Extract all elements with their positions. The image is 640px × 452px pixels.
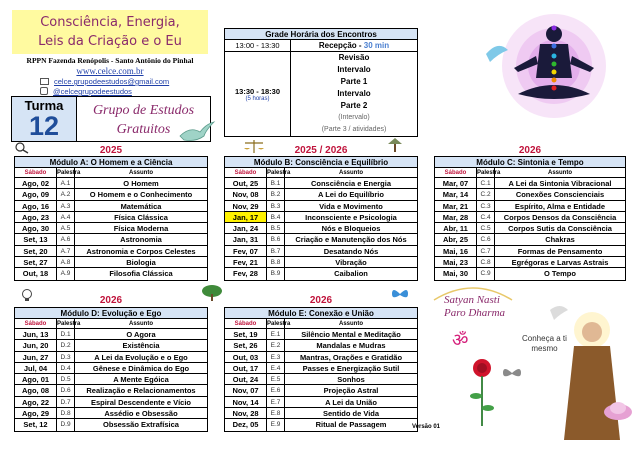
table-row xyxy=(225,385,417,396)
lecture-code: D.1 xyxy=(57,329,75,339)
svg-text:ॐ: ॐ xyxy=(452,330,469,351)
lecture-date: Mai, 30 xyxy=(435,268,477,279)
module-a-table xyxy=(14,156,208,281)
year-label-a: 2025 xyxy=(99,145,123,156)
lecture-topic: Formas de Pensamento xyxy=(517,246,603,256)
lecture-date: Nov, 14 xyxy=(225,397,267,407)
activity-item: Intervalo xyxy=(337,89,371,98)
turma-number: 12 xyxy=(28,111,60,141)
lecture-code: C.6 xyxy=(477,234,495,244)
lecture-code: A.7 xyxy=(57,246,75,256)
lecture-code: E.6 xyxy=(267,385,285,395)
table-row xyxy=(225,363,417,374)
lecture-code: C.9 xyxy=(477,268,495,279)
table-row xyxy=(15,223,207,234)
activity-item: Parte 1 xyxy=(340,77,368,86)
year-label-e: 2026 xyxy=(309,295,333,306)
turma-label: Turma xyxy=(24,98,64,113)
slot2-time-cell xyxy=(225,52,291,136)
lecture-code: B.2 xyxy=(267,189,285,199)
lecture-date: Ago, 22 xyxy=(15,397,57,407)
table-row xyxy=(435,212,625,223)
lecture-topic: Mantras, Orações e Gratidão xyxy=(299,352,403,362)
lecture-code: C.8 xyxy=(477,257,495,267)
column-date-header: Sábado xyxy=(225,168,267,177)
table-row xyxy=(225,397,417,408)
lecture-topic: Assédio e Obsessão xyxy=(104,409,178,419)
column-code-header: Palestra xyxy=(267,321,291,327)
table-row xyxy=(225,352,417,363)
lecture-topic: A Mente Egóica xyxy=(113,375,169,385)
meditation-mandala-icon xyxy=(478,6,628,144)
column-code-header: Palestra xyxy=(477,170,501,176)
lecture-date: Out, 24 xyxy=(225,374,267,384)
lecture-date: Mar, 21 xyxy=(435,201,477,211)
website-link[interactable]: www.celce.com.br xyxy=(76,66,144,76)
column-date-header: Sábado xyxy=(15,319,57,328)
table-row xyxy=(225,201,417,212)
table-row xyxy=(15,419,207,430)
lecture-date: Jan, 31 xyxy=(225,234,267,244)
lecture-date: Jun, 20 xyxy=(15,340,57,350)
column-date-header: Sábado xyxy=(15,168,57,177)
lecture-topic: O Tempo xyxy=(544,269,576,279)
table-row xyxy=(15,212,207,223)
year-label-c: 2026 xyxy=(518,145,542,156)
lecture-date: Mai, 16 xyxy=(435,246,477,256)
light-bulb-icon xyxy=(20,288,34,302)
table-row xyxy=(225,268,417,279)
slot2-duration: (5 horas) xyxy=(245,95,270,102)
quote-line-2: mesmo xyxy=(531,344,558,353)
slot1-duration: 30 min xyxy=(363,41,390,50)
column-topic-header: Assunto xyxy=(129,321,153,327)
lecture-code: A.3 xyxy=(57,201,75,211)
lecture-code: B.5 xyxy=(267,223,285,233)
lecture-topic: Física Moderna xyxy=(113,224,169,234)
table-row xyxy=(225,212,417,223)
table-row xyxy=(225,340,417,351)
lecture-code: D.4 xyxy=(57,363,75,373)
slot2-activities xyxy=(291,52,417,136)
year-label-d: 2026 xyxy=(99,295,123,306)
table-row xyxy=(225,408,417,419)
lecture-topic: Egrégoras e Larvas Astrais xyxy=(511,258,609,268)
lecture-code: E.4 xyxy=(267,363,285,373)
instagram-text: @celcegrupodeestudos xyxy=(53,87,132,96)
activity-item: Parte 2 xyxy=(340,101,368,110)
lecture-topic: Astronomia xyxy=(120,235,162,245)
lecture-topic: Obsessão Extrafísica xyxy=(103,420,179,430)
lecture-code: D.9 xyxy=(57,419,75,430)
table-row xyxy=(435,201,625,212)
table-row xyxy=(225,329,417,340)
table-row xyxy=(435,257,625,268)
lecture-code: A.8 xyxy=(57,257,75,267)
lecture-date: Jan, 17 xyxy=(225,212,267,222)
lecture-topic: Matemática xyxy=(120,201,162,211)
lecture-date: Fev, 28 xyxy=(225,268,267,279)
lecture-date: Ago, 30 xyxy=(15,223,57,233)
lecture-topic: Projeção Astral xyxy=(323,386,379,396)
table-row xyxy=(435,246,625,257)
lecture-topic: A Lei da Evolução e o Ego xyxy=(94,352,188,362)
lecture-date: Mar, 07 xyxy=(435,178,477,188)
lecture-topic: Sentido de Vida xyxy=(322,409,380,419)
table-row xyxy=(15,201,207,212)
lecture-date: Out, 17 xyxy=(225,363,267,373)
lecture-topic: Silêncio Mental e Meditação xyxy=(301,330,401,339)
column-code-header: Palestra xyxy=(57,170,81,176)
lecture-code: D.7 xyxy=(57,397,75,407)
lecture-topic: Espiral Descendente e Vício xyxy=(90,397,192,407)
lecture-topic: O Homem xyxy=(123,179,159,188)
lecture-date: Jun, 27 xyxy=(15,352,57,362)
lecture-code: E.5 xyxy=(267,374,285,384)
lecture-topic: Inconsciente e Psicologia xyxy=(305,212,397,222)
lecture-topic: Realização e Relacionamentos xyxy=(86,386,196,396)
column-header-row xyxy=(15,168,207,178)
year-label-b: 2025 / 2026 xyxy=(294,145,348,156)
lecture-code: B.1 xyxy=(267,178,285,188)
lecture-date: Ago, 09 xyxy=(15,189,57,199)
lecture-code: A.9 xyxy=(57,268,75,279)
table-row xyxy=(15,363,207,374)
lecture-date: Set, 20 xyxy=(15,246,57,256)
lecture-date: Abr, 25 xyxy=(435,234,477,244)
module-c-title: Módulo C: Sintonia e Tempo xyxy=(435,157,625,168)
lecture-topic: Física Clássica xyxy=(114,212,168,222)
lecture-code: A.1 xyxy=(57,178,75,188)
column-date-header: Sábado xyxy=(225,319,267,328)
lecture-topic: O Agora xyxy=(126,330,156,339)
lecture-topic: Desatando Nós xyxy=(323,246,379,256)
column-header-row xyxy=(15,319,207,329)
lecture-date: Set, 19 xyxy=(225,329,267,339)
lecture-date: Nov, 08 xyxy=(225,189,267,199)
lecture-code: D.3 xyxy=(57,352,75,362)
module-b-title: Módulo B: Consciência e Equilíbrio xyxy=(225,157,417,168)
lecture-date: Ago, 02 xyxy=(15,178,57,188)
column-header-row xyxy=(435,168,625,178)
lecture-topic: A Lei da União xyxy=(325,397,377,407)
module-e-title: Módulo E: Conexão e União xyxy=(225,308,417,319)
mail-icon xyxy=(40,78,49,85)
lecture-date: Out, 18 xyxy=(15,268,57,279)
schedule-row-reception xyxy=(225,40,417,52)
lecture-code: E.9 xyxy=(267,419,285,430)
lecture-code: D.8 xyxy=(57,408,75,418)
lecture-topic: Filosofia Clássica xyxy=(109,269,173,279)
lecture-code: C.1 xyxy=(477,178,495,188)
email-text: celce.grupodeestudos@gmail.com xyxy=(54,77,170,86)
version-label: Versão 01 xyxy=(412,424,441,430)
table-row xyxy=(15,397,207,408)
table-row xyxy=(15,374,207,385)
lecture-topic: O Homem e o Conhecimento xyxy=(89,190,193,200)
lecture-topic: Consciência e Energia xyxy=(310,179,392,188)
lecture-code: E.7 xyxy=(267,397,285,407)
module-c-table xyxy=(434,156,626,281)
lecture-code: C.2 xyxy=(477,189,495,199)
lecture-date: Mar, 14 xyxy=(435,189,477,199)
lecture-date: Ago, 23 xyxy=(15,212,57,222)
butterfly-small-icon xyxy=(500,364,524,382)
lecture-topic: Existência xyxy=(122,341,160,351)
lecture-topic: Chakras xyxy=(545,235,575,245)
column-topic-header: Assunto xyxy=(548,170,572,176)
module-b-table xyxy=(224,156,418,281)
lecture-code: E.8 xyxy=(267,408,285,418)
column-topic-header: Assunto xyxy=(339,321,363,327)
lecture-topic: Espírito, Alma e Entidade xyxy=(514,201,606,211)
activity-item: (Parte 3 / atividades) xyxy=(321,126,387,133)
lecture-code: C.3 xyxy=(477,201,495,211)
instagram-link[interactable] xyxy=(40,87,132,96)
lecture-date: Jun, 13 xyxy=(15,329,57,339)
table-row xyxy=(15,178,207,189)
schedule-box xyxy=(224,28,418,137)
page-title xyxy=(12,10,208,54)
table-row xyxy=(225,374,417,385)
lecture-code: B.4 xyxy=(267,212,285,222)
lecture-date: Ago, 16 xyxy=(15,201,57,211)
arch-decoration-icon xyxy=(432,282,514,302)
table-row xyxy=(15,408,207,419)
lecture-topic: A Lei da Sintonia Vibracional xyxy=(508,179,612,188)
lecture-topic: Nós e Bloqueios xyxy=(321,224,381,234)
lecture-code: B.9 xyxy=(267,268,285,279)
lecture-code: B.6 xyxy=(267,234,285,244)
table-row xyxy=(225,234,417,245)
lecture-topic: Mandalas e Mudras xyxy=(316,341,386,351)
column-code-header: Palestra xyxy=(267,170,291,176)
table-row xyxy=(225,223,417,234)
lecture-date: Nov, 28 xyxy=(225,408,267,418)
column-code-header: Palestra xyxy=(57,321,81,327)
lecture-code: A.5 xyxy=(57,223,75,233)
email-link[interactable] xyxy=(40,77,169,86)
slot1-activity xyxy=(291,40,417,51)
lecture-date: Ago, 08 xyxy=(15,385,57,395)
lecture-topic: Caibalion xyxy=(334,269,368,279)
lecture-topic: Astronomia e Corpos Celestes xyxy=(86,246,196,256)
lecture-date: Ago, 01 xyxy=(15,374,57,384)
activity-item: (Intervalo) xyxy=(338,114,370,121)
rose-icon xyxy=(446,326,506,430)
module-d-table xyxy=(14,307,208,432)
slot1-activity-label: Recepção - xyxy=(318,41,364,50)
lecture-code: B.7 xyxy=(267,246,285,256)
title-line-2: Leis da Criação e o Eu xyxy=(38,34,182,49)
column-date-header: Sábado xyxy=(435,168,477,177)
table-row xyxy=(435,234,625,245)
lecture-topic: Sonhos xyxy=(337,375,365,385)
lecture-date: Fev, 07 xyxy=(225,246,267,256)
tree-of-life-icon xyxy=(200,284,224,302)
table-row xyxy=(435,189,625,200)
lecture-topic: Corpos Densos da Consciência xyxy=(503,212,617,222)
turma-label-box xyxy=(12,97,77,141)
table-row xyxy=(15,385,207,396)
table-row xyxy=(15,246,207,257)
lecture-topic: Conexões Conscienciais xyxy=(515,190,605,200)
column-header-row xyxy=(225,319,417,329)
lecture-code: E.2 xyxy=(267,340,285,350)
column-header-row xyxy=(225,168,417,178)
activity-item: Intervalo xyxy=(337,65,371,74)
table-row xyxy=(225,189,417,200)
lecture-date: Abr, 11 xyxy=(435,223,477,233)
table-row xyxy=(15,329,207,340)
table-row xyxy=(225,178,417,189)
slot2-time: 13:30 - 18:30 xyxy=(234,86,281,96)
lecture-code: E.3 xyxy=(267,352,285,362)
hummingbird-icon xyxy=(176,118,216,146)
lecture-topic: Vibração xyxy=(335,258,367,268)
group-line-2: Gratuitos xyxy=(116,122,171,137)
lecture-date: Ago, 29 xyxy=(15,408,57,418)
lecture-date: Set, 26 xyxy=(225,340,267,350)
table-row xyxy=(15,340,207,351)
butterfly-icon xyxy=(390,286,410,302)
lecture-topic: Corpos Sutis da Consciência xyxy=(508,224,612,234)
module-d-title: Módulo D: Evolução e Ego xyxy=(15,308,207,319)
table-row xyxy=(15,189,207,200)
table-row xyxy=(15,257,207,268)
title-line-1: Consciência, Energia, xyxy=(40,15,180,30)
lecture-topic: Ritual de Passagem xyxy=(315,420,387,430)
slot1-time: 13:00 - 13:30 xyxy=(225,40,291,51)
quote-line-1: Conheça a ti xyxy=(522,334,567,343)
lecture-topic: A Lei do Equilíbrio xyxy=(318,190,384,200)
lecture-date: Mar, 28 xyxy=(435,212,477,222)
table-row xyxy=(15,352,207,363)
lecture-date: Jul, 04 xyxy=(15,363,57,373)
schedule-title: Grade Horária dos Encontros xyxy=(225,29,417,40)
lecture-date: Dez, 05 xyxy=(225,419,267,430)
lecture-topic: Vida e Movimento xyxy=(319,201,383,211)
lecture-date: Jan, 24 xyxy=(225,223,267,233)
lecture-topic: Criação e Manutenção dos Nós xyxy=(295,235,407,245)
signature-line-1: Satyan Nasti xyxy=(444,294,500,306)
table-row xyxy=(15,268,207,279)
lecture-code: E.1 xyxy=(267,329,285,339)
group-line-1: Grupo de Estudos xyxy=(92,103,195,118)
lecture-date: Set, 13 xyxy=(15,234,57,244)
lecture-topic: Gênese e Dinâmica do Ego xyxy=(92,363,190,373)
lecture-code: C.4 xyxy=(477,212,495,222)
table-row xyxy=(435,178,625,189)
module-e-table xyxy=(224,307,418,432)
lecture-date: Nov, 29 xyxy=(225,201,267,211)
signature-line-2: Paro Dharma xyxy=(444,307,506,319)
column-topic-header: Assunto xyxy=(129,170,153,176)
lecture-date: Out, 25 xyxy=(225,178,267,188)
table-row xyxy=(15,234,207,245)
lecture-code: A.4 xyxy=(57,212,75,222)
lecture-code: B.8 xyxy=(267,257,285,267)
lecture-code: A.2 xyxy=(57,189,75,199)
lecture-code: D.5 xyxy=(57,374,75,384)
lecture-date: Out, 03 xyxy=(225,352,267,362)
lecture-topic: Passes e Energização Sutil xyxy=(302,363,400,373)
module-a-title: Módulo A: O Homem e a Ciência xyxy=(15,157,207,168)
activity-item: Revisão xyxy=(338,53,370,62)
lecture-code: D.6 xyxy=(57,385,75,395)
lecture-code: C.7 xyxy=(477,246,495,256)
table-row xyxy=(225,419,417,430)
lecture-topic: Biologia xyxy=(126,258,156,268)
lecture-code: C.5 xyxy=(477,223,495,233)
column-topic-header: Assunto xyxy=(339,170,363,176)
table-row xyxy=(225,246,417,257)
lecture-date: Set, 12 xyxy=(15,419,57,430)
lecture-code: A.6 xyxy=(57,234,75,244)
venue-text: RPPN Fazenda Renópolis - Santo Antônio do Pinhal xyxy=(26,56,194,65)
schedule-row-main xyxy=(225,52,417,136)
table-row xyxy=(435,268,625,279)
table-row xyxy=(435,223,625,234)
lecture-date: Nov, 07 xyxy=(225,385,267,395)
lecture-date: Set, 27 xyxy=(15,257,57,267)
lecture-code: D.2 xyxy=(57,340,75,350)
lecture-date: Mai, 23 xyxy=(435,257,477,267)
lecture-date: Fev, 21 xyxy=(225,257,267,267)
table-row xyxy=(225,257,417,268)
instagram-icon xyxy=(40,87,48,95)
lecture-code: B.3 xyxy=(267,201,285,211)
saint-figure-icon xyxy=(540,300,636,446)
